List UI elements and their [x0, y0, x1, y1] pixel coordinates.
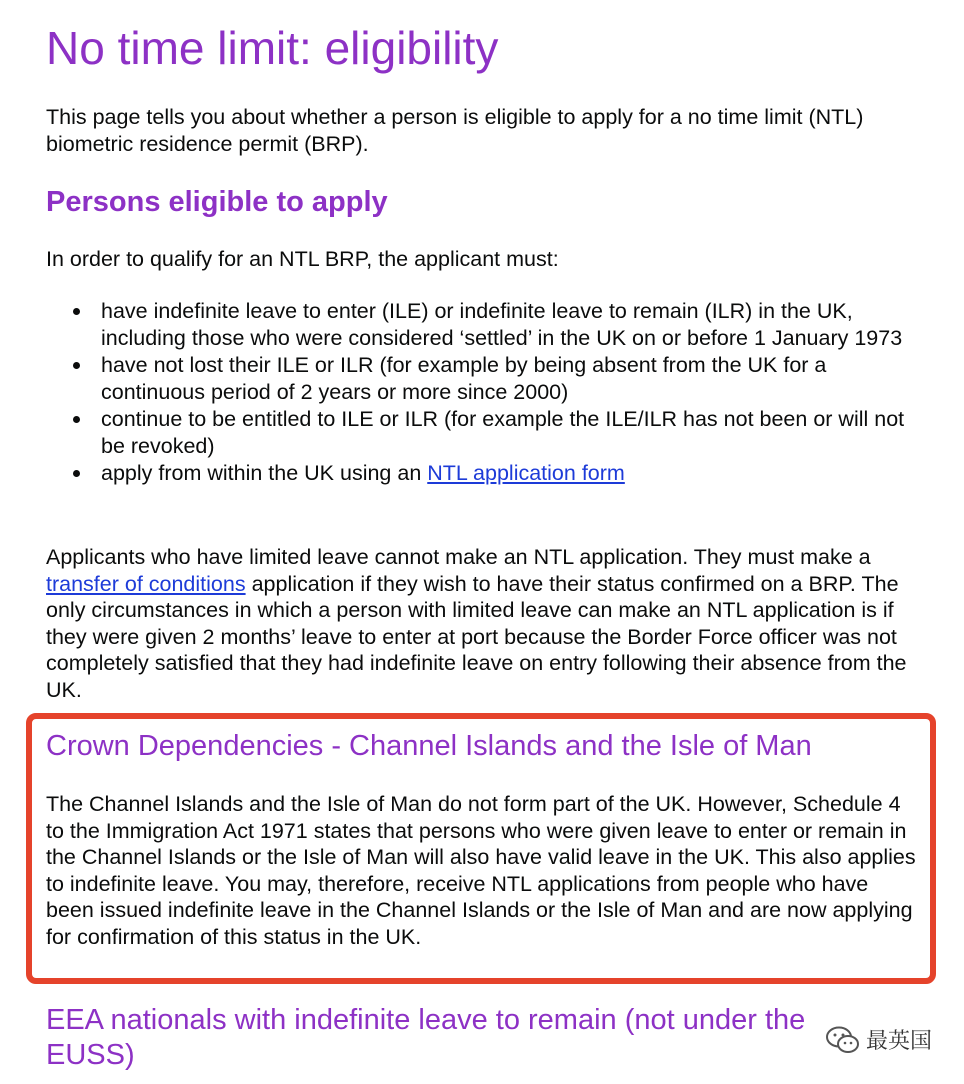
ntl-application-form-link[interactable]: NTL application form	[427, 461, 625, 485]
limited-leave-paragraph	[46, 544, 926, 703]
transfer-of-conditions-link[interactable]: transfer of conditions	[46, 571, 246, 596]
watermark	[826, 1024, 932, 1055]
limited-leave-text-end: application if they wish to have their status confirmed on a BRP. The only circumstances in which a person with limited leave can make an NTL application is if they were given 2 months’ leave to enter at port because the Border Force officer was not completely satisfied that they had indefinite leave on entry following their absence from the UK.	[46, 571, 907, 702]
list-item	[46, 460, 926, 487]
section-heading-eea: EEA nationals with indefinite leave to remain (not under the EUSS)	[46, 1004, 806, 1071]
intro-paragraph: This page tells you about whether a person is eligible to apply for a no time limit (NTL) biometric residence permit (BRP).	[46, 105, 864, 156]
bullet-icon	[73, 470, 80, 477]
bullet-icon	[73, 362, 80, 369]
list-item	[46, 298, 926, 351]
list-item-text: continue to be entitled to ILE or ILR (for example the ILE/ILR has not been or will not be revoked)	[101, 407, 905, 458]
section-heading-crown-dependencies: Crown Dependencies - Channel Islands and the Isle of Man	[46, 730, 812, 762]
bullet-icon	[73, 416, 80, 423]
limited-leave-text-start: Applicants who have limited leave cannot make an NTL application. They must make a	[46, 545, 871, 569]
wechat-icon	[826, 1026, 860, 1054]
list-item	[46, 352, 926, 405]
eligibility-list	[46, 298, 926, 488]
watermark-text: 最英国	[865, 1029, 932, 1054]
bullet-icon	[73, 308, 80, 315]
eligible-lead-text: In order to qualify for an NTL BRP, the applicant must:	[46, 247, 559, 271]
list-item-text: apply from within the UK using an	[101, 461, 428, 485]
list-item-text: have indefinite leave to enter (ILE) or indefinite leave to remain (ILR) in the UK, including those who were considered ‘settled’ in the UK on or before 1 January 1973	[101, 299, 903, 350]
list-item-text: have not lost their ILE or ILR (for example by being absent from the UK for a continuous period of 2 years or more since 2000)	[101, 353, 827, 404]
page-title: No time limit: eligibility	[46, 22, 499, 74]
list-item	[46, 406, 926, 459]
section-heading-eligible: Persons eligible to apply	[46, 186, 388, 218]
crown-dependencies-paragraph: The Channel Islands and the Isle of Man do not form part of the UK. However, Schedule 4 to the Immigration Act 1971 states that persons who were given leave to enter or remain in the Channel Islands or the Isle of Man will also have valid leave in the UK. This also applies to indefinite leave. You may, therefore, receive NTL applications from people who have been issued indefinite leave in the Channel Islands or the Isle of Man and are now applying for confirmation of this status in the UK.	[46, 792, 916, 949]
